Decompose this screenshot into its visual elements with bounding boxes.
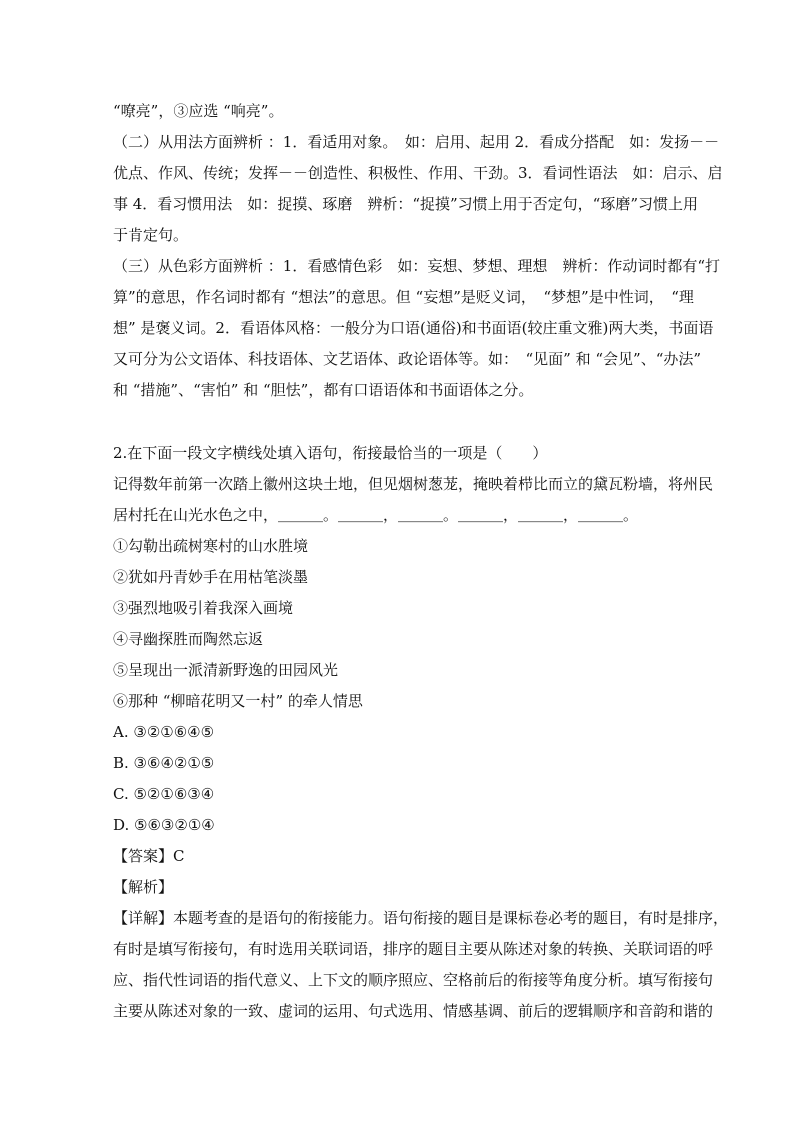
item-6: ⑥那种 “柳暗花明又一村” 的牵人情思 (113, 692, 363, 710)
item-4: ④寻幽探胜而陶然忘返 (113, 630, 264, 648)
option-d: D. ⑤⑥③②①④ (113, 816, 215, 834)
option-a: A. ③②①⑥④⑤ (113, 723, 215, 741)
answer-line: 【答案】C (113, 847, 185, 865)
option-b: B. ③⑥④②①⑤ (113, 754, 215, 772)
color-line-2: 算”的意思，作名词时都有 “想法”的意思。但 “妄想”是贬义词， “梦想”是中性词， “理 (113, 288, 694, 306)
detail-line-3: 应、指代性词语的指代意义、上下文的顺序照应、空格前后的衔接等角度分析。填写衔接句 (113, 971, 714, 989)
option-c: C. ⑤②①⑥③④ (113, 785, 215, 803)
item-2: ②犹如丹青妙手在用枯笔淡墨 (113, 568, 309, 586)
detail-line-2: 有时是填写衔接句，有时选用关联词语，排序的题目主要从陈述对象的转换、关联词语的呼 (113, 940, 714, 958)
color-line-4: 又可分为公文语体、科技语体、文艺语体、政论语体等。如： “见面” 和 “会见”、“办法” (113, 350, 702, 368)
item-1: ①勾勒出疏树寒村的山水胜境 (113, 537, 309, 555)
question-stem: 2.在下面一段文字横线处填入语句，衔接最恰当的一项是（ ） (113, 444, 548, 462)
usage-line-1: （二）从用法方面辨析 ：1．看适用对象。 如：启用、起用 2．看成分搭配 如：发扬－－ (113, 133, 720, 151)
detail-line-4: 主要从陈述对象的一致、虚词的运用、句式选用、情感基调、前后的逻辑顺序和音韵和谐的 (113, 1002, 714, 1020)
usage-line-4: 于肯定句。 (113, 226, 189, 244)
usage-line-2: 优点、作风、传统；发挥－－创造性、积极性、作用、干劲。3．看词性语法 如：启示、启 (113, 164, 723, 182)
question-passage-1: 记得数年前第一次踏上徽州这块土地，但见烟树葱茏，掩映着栉比而立的黛瓦粉墙，将州民 (113, 475, 714, 493)
section-one-tail: “嘹亮”，③应选 “响亮”。 (113, 102, 284, 120)
color-line-5: 和 “措施”、“害怕” 和 “胆怯”，都有口语语体和书面语体之分。 (113, 381, 534, 399)
color-line-3: 想” 是褒义词。2．看语体风格：一般分为口语(通俗)和书面语(较庄重文雅)两大类，书面语 (113, 319, 714, 337)
usage-line-3: 事 4．看习惯用法 如：捉摸、琢磨 辨析：“捉摸”习惯上用于否定句，“琢磨”习惯上用 (113, 195, 698, 213)
detail-line-1: 【详解】本题考查的是语句的衔接能力。语句衔接的题目是课标卷必考的题目，有时是排序， (113, 909, 729, 927)
analysis-title: 【解析】 (113, 878, 174, 896)
question-passage-2: 居村托在山光水色之中，＿＿＿。＿＿＿，＿＿＿。＿＿＿，＿＿＿，＿＿＿。 (113, 506, 639, 524)
color-line-1: （三）从色彩方面辨析 ：1．看感情色彩 如：妄想、梦想、理想 辨析：作动词时都有“打 (113, 257, 720, 275)
item-5: ⑤呈现出一派清新野逸的田园风光 (113, 661, 339, 679)
item-3: ③强烈地吸引着我深入画境 (113, 599, 294, 617)
